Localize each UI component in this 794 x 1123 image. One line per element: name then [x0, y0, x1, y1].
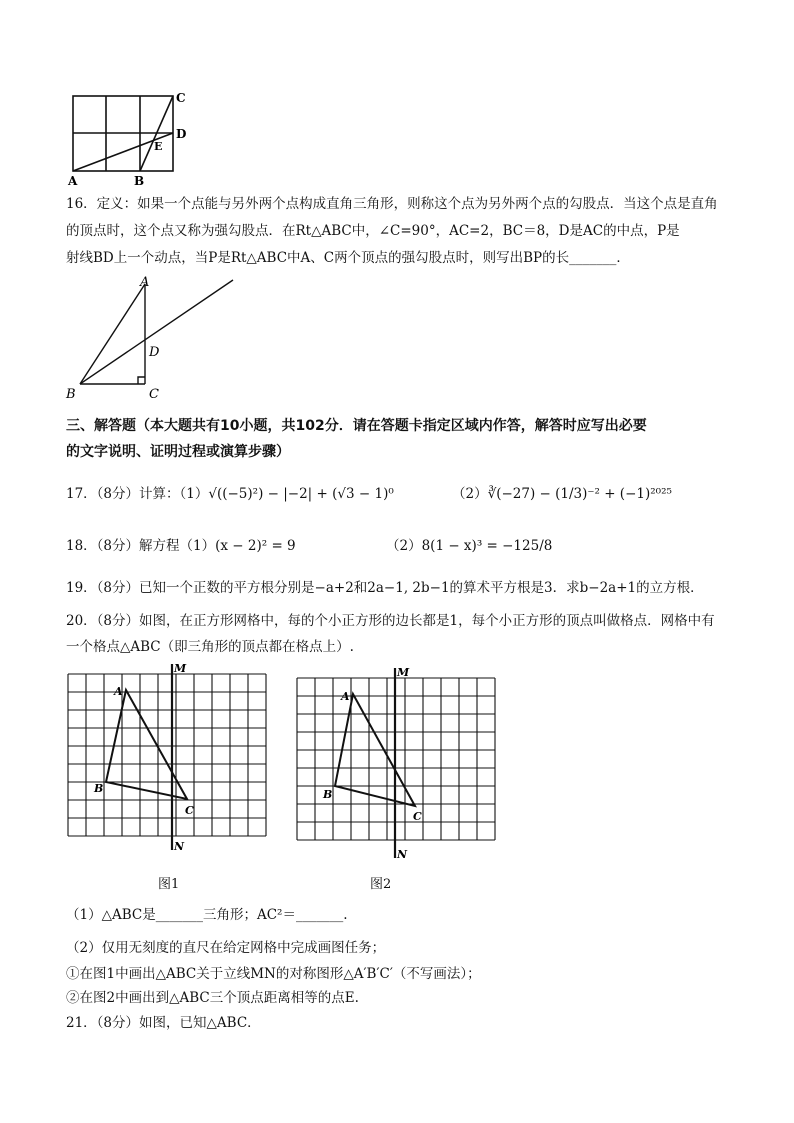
- q18-part2-expr: 8(1 − x)³ = −125/8: [421, 538, 553, 554]
- grid1-label-c: C: [185, 804, 194, 817]
- q20-line1: 20．（8分）如图，在正方形网格中，每的个小正方形的边长都是1，每个小正方形的顶点叫做格点．网格中有: [66, 613, 715, 629]
- grid2-label-n: N: [397, 848, 408, 861]
- fig15-label-d: D: [176, 127, 187, 141]
- q18-part1: [66, 536, 296, 556]
- q17-part1-expr: √((−5)²) − |−2| + (√3 − 1)⁰: [208, 486, 394, 502]
- fig15-label-e: E: [154, 140, 163, 153]
- grid-1-lines: [68, 674, 266, 836]
- figure-20-grid-1: [62, 660, 274, 860]
- figure-2-caption: 图2: [370, 877, 392, 892]
- grid1-label-n: N: [174, 840, 185, 853]
- q20-line2: 一个格点△ABC（即三角形的顶点都在格点上）.: [66, 639, 354, 655]
- q16-line3: 射线BD上一个动点，当P是Rt△ABC中A、C两个顶点的强勾股点时，则写出BP的长_______．: [66, 250, 630, 266]
- fig16-label-a: A: [140, 275, 150, 290]
- figure-20-grid-2: [291, 664, 503, 864]
- grid2-label-a: A: [341, 690, 350, 703]
- q17-prefix: 17．（8分）计算：（1）: [66, 486, 209, 502]
- q18-part2-prefix: （2）: [386, 538, 422, 554]
- q21-text: 21．（8分）如图，已知△ABC．: [66, 1015, 261, 1031]
- grid1-label-m: M: [174, 662, 187, 675]
- section-3-heading-line1: 三、解答题（本大题共有10小题，共102分．请在答题卡指定区域内作答，解答时应写出必要: [66, 418, 647, 434]
- grid2-label-m: M: [397, 666, 410, 679]
- q20-sub1: （1）△ABC是_______三角形；AC²＝_______.: [66, 907, 348, 923]
- q20-sub2: （2）仅用无刻度的直尺在给定网格中完成画图任务；: [66, 940, 386, 956]
- figure-1-caption: 图1: [158, 877, 180, 892]
- grid2-label-b: B: [323, 788, 333, 801]
- grid1-label-a: A: [114, 685, 123, 698]
- fig16-label-c: C: [149, 387, 159, 402]
- q18-prefix: 18．（8分）解方程（1）: [66, 538, 216, 554]
- q17-part1: [66, 484, 394, 504]
- fig15-label-c: C: [176, 91, 186, 105]
- q17-part2: [452, 484, 672, 504]
- figure-16-triangle: [58, 272, 248, 404]
- q16-line1: 16．定义：如果一个点能与另外两个点构成直角三角形，则称这个点为另外两个点的勾股点．当这个点是直角: [66, 196, 718, 212]
- q18-part2: [386, 536, 552, 556]
- fig16-label-d: D: [149, 345, 160, 360]
- fig15-label-b: B: [134, 174, 145, 188]
- q16-line2: 的顶点时，这个点又称为强勾股点．在Rt△ABC中，∠C=90°，AC=2，BC＝8，D是AC的中点，P是: [66, 223, 680, 239]
- grid1-label-b: B: [94, 782, 104, 795]
- grid2-label-c: C: [413, 810, 422, 823]
- fig15-label-a: A: [68, 174, 78, 188]
- figure-15-grid: [60, 88, 200, 188]
- section-3-heading-line2: 的文字说明、证明过程或演算步骤）: [66, 444, 290, 460]
- q19-text: 19．（8分）已知一个正数的平方根分别是−a+2和2a−1, 2b−1的算术平方根是3．求b−2a+1的立方根．: [66, 580, 704, 596]
- fig16-label-b: B: [66, 387, 76, 402]
- q17-part2-expr: ∛(−27) − (1/3)⁻² + (−1)²⁰²⁵: [487, 486, 672, 502]
- q17-part2-prefix: （2）: [452, 486, 488, 502]
- q20-sub2a: ①在图1中画出△ABC关于立线MN的对称图形△A′B′C′（不写画法）；: [66, 966, 481, 982]
- q18-part1-expr: (x − 2)² = 9: [215, 538, 296, 554]
- q20-sub2b: ②在图2中画出到△ABC三个顶点距离相等的点E.: [66, 990, 359, 1006]
